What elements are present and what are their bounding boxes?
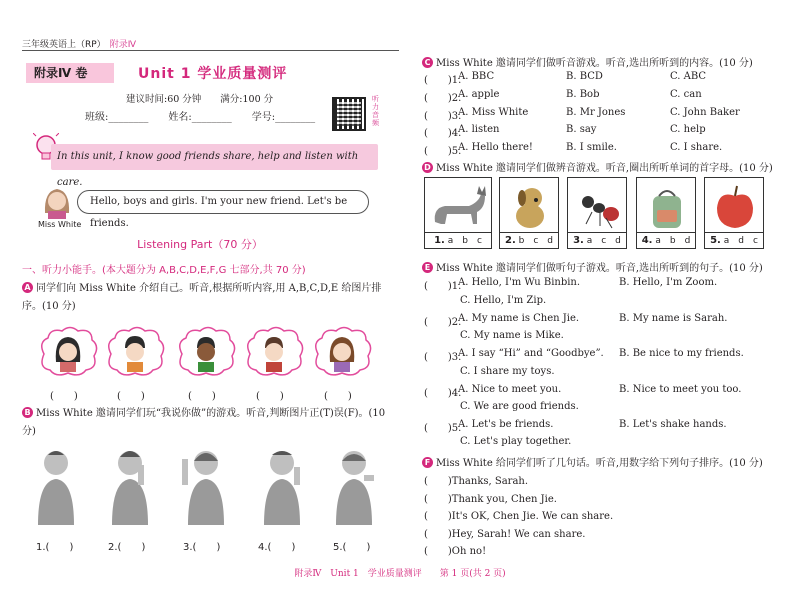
part-a-badge: A <box>22 282 33 293</box>
grade-label <box>22 37 136 50</box>
kid-action-1-icon <box>30 445 82 525</box>
part-a-answer-blank[interactable]: ( ) <box>117 391 145 402</box>
teacher-avatar <box>40 183 74 219</box>
part-c-row-2[interactable]: ( )2. <box>424 93 462 104</box>
part-c-row-3[interactable]: ( )3. <box>424 111 462 122</box>
part-e-row-4-b[interactable]: B. Nice to meet you too. <box>619 384 742 395</box>
qr-label: 听力音频 <box>372 95 379 127</box>
part-f-badge: F <box>422 457 433 468</box>
part-f-text: Miss White 给同学们听了几句话。听音,用数字给下列句子排序。(10 分) <box>436 458 763 469</box>
part-c-row-1-b[interactable]: B. BCD <box>566 71 603 82</box>
part-c-row-2-b[interactable]: B. Bob <box>566 89 600 100</box>
part-e-row-2-a[interactable]: A. My name is Chen Jie. <box>458 313 580 324</box>
part-a-instructions <box>22 280 387 316</box>
kid-action-4-icon <box>256 445 308 525</box>
part-f-row-2[interactable]: ( )Thank you, Chen Jie. <box>424 494 557 505</box>
part-e-row-1-c[interactable]: C. Hello, I'm Zip. <box>460 295 547 306</box>
part-a-text: 同学们向 Miss White 介绍自己。听音,根据所听内容,用 A,B,C,D,E 给图片排序。(10 分) <box>22 283 382 312</box>
student-info-line: 班级:________ 姓名:________ 学号:________ <box>85 112 316 123</box>
part-e-row-5[interactable]: ( )5. <box>424 423 462 434</box>
part-c-row-4-c[interactable]: C. help <box>670 124 706 135</box>
appendix-tag: 附录Ⅳ <box>109 40 136 50</box>
portrait-boy-icon <box>103 324 167 378</box>
part-b-item-3[interactable]: 3.( ) <box>183 542 221 553</box>
kid-action-3-icon <box>180 445 232 525</box>
part-c-row-5[interactable]: ( )5. <box>424 146 462 157</box>
qr-code[interactable] <box>332 97 366 131</box>
part-c-row-2-a[interactable]: A. apple <box>458 89 500 100</box>
part-a-answer-blank[interactable]: ( ) <box>256 391 284 402</box>
portrait-boy-3-icon <box>242 324 306 378</box>
part-b-item-2[interactable]: 2.( ) <box>108 542 146 553</box>
portrait-girl-2-icon <box>310 324 374 378</box>
part-e-row-1-b[interactable]: B. Hello, I'm Zoom. <box>619 277 718 288</box>
part-b-badge: B <box>22 407 33 418</box>
header-divider <box>22 50 399 51</box>
part-e-row-1[interactable]: ( )1. <box>424 281 462 292</box>
grade-text: 三年级英语上（RP） <box>22 40 106 50</box>
part-d-heading <box>422 159 773 174</box>
part-d-card-5[interactable]: 5. a d c <box>704 177 764 249</box>
part-f-row-3[interactable]: ( )It's OK, Chen Jie. We can share. <box>424 511 614 522</box>
part-c-row-5-c[interactable]: C. I share. <box>670 142 723 153</box>
part-d-card-3[interactable]: 3. a c d <box>567 177 627 249</box>
part-b-item-5[interactable]: 5.( ) <box>333 542 371 553</box>
part-b-item-4[interactable]: 4.( ) <box>258 542 296 553</box>
part-c-row-2-c[interactable]: C. can <box>670 89 702 100</box>
page-title: Unit 1 学业质量测评 <box>138 66 288 82</box>
part-e-row-5-b[interactable]: B. Let's shake hands. <box>619 419 727 430</box>
part-c-row-5-a[interactable]: A. Hello there! <box>458 142 533 153</box>
part-e-row-4[interactable]: ( )4. <box>424 388 462 399</box>
part-c-row-5-b[interactable]: B. I smile. <box>566 142 617 153</box>
part-b-item-1[interactable]: 1.( ) <box>36 542 74 553</box>
part-d-badge: D <box>422 162 433 173</box>
part-e-row-2-c[interactable]: C. My name is Mike. <box>460 330 564 341</box>
cat-icon <box>429 182 489 232</box>
part-c-text: Miss White 邀请同学们做听音游戏。听音,选出所听到的内容。(10 分) <box>436 58 753 69</box>
part-a-answer-blank[interactable]: ( ) <box>324 391 352 402</box>
part-e-row-3[interactable]: ( )3. <box>424 352 462 363</box>
page-footer: 附录Ⅳ Unit 1 学业质量测评 第 1 页(共 2 页) <box>294 569 506 579</box>
part-d-card-1[interactable]: 1. a b c <box>424 177 492 249</box>
part-a-answer-blank[interactable]: ( ) <box>50 391 78 402</box>
part-e-row-1-a[interactable]: A. Hello, I'm Wu Binbin. <box>458 277 581 288</box>
part-e-row-5-a[interactable]: A. Let's be friends. <box>458 419 554 430</box>
apple-icon <box>709 182 761 232</box>
unit-goal-banner: In this unit, I know good friends share, help and listen with care. <box>51 144 378 170</box>
part-c-row-4-b[interactable]: B. say <box>566 124 597 135</box>
part-d-card-4[interactable]: 4. a b d <box>636 177 696 249</box>
part-d-card-2[interactable]: 2. b c d <box>499 177 559 249</box>
dog-icon <box>504 182 556 232</box>
ant-icon <box>572 182 624 232</box>
part-e-heading <box>422 259 763 274</box>
part-a-answer-blank[interactable]: ( ) <box>188 391 216 402</box>
part-e-row-2-b[interactable]: B. My name is Sarah. <box>619 313 728 324</box>
kid-action-5-icon <box>328 445 380 525</box>
bag-icon <box>641 182 693 232</box>
teacher-caption: Miss White <box>38 220 82 229</box>
kid-action-2-icon <box>104 445 156 525</box>
part-c-row-4[interactable]: ( )4. <box>424 128 462 139</box>
part-c-row-3-c[interactable]: C. John Baker <box>670 107 740 118</box>
part-e-row-4-a[interactable]: A. Nice to meet you. <box>458 384 562 395</box>
part-d-text: Miss White 邀请同学们做辨音游戏。听音,圈出所听单词的首字母。(10 分) <box>436 163 773 174</box>
part-f-row-4[interactable]: ( )Hey, Sarah! We can share. <box>424 529 586 540</box>
part-e-row-3-a[interactable]: A. I say “Hi” and “Goodbye”. <box>458 348 604 359</box>
time-score-info: 建议时间:60 分钟 满分:100 分 <box>126 94 274 105</box>
appendix-badge: 附录Ⅳ 卷 <box>26 63 114 83</box>
part-e-row-3-b[interactable]: B. Be nice to my friends. <box>619 348 744 359</box>
part-c-row-3-b[interactable]: B. Mr Jones <box>566 107 626 118</box>
part-f-heading <box>422 454 763 469</box>
part-c-row-3-a[interactable]: A. Miss White <box>458 107 529 118</box>
part-b-text: Miss White 邀请同学们玩“我说你做”的游戏。听音,判断图片正(T)误(F)。(10 分) <box>22 408 386 437</box>
part-e-row-3-c[interactable]: C. I share my toys. <box>460 366 555 377</box>
speech-bubble: Hello, boys and girls. I'm your new friend. Let's be friends. <box>77 190 369 214</box>
part-c-row-4-a[interactable]: A. listen <box>458 124 500 135</box>
part-e-text: Miss White 邀请同学们做听句子游戏。听音,选出所听到的句子。(10 分) <box>436 263 763 274</box>
part-c-row-1[interactable]: ( )1. <box>424 75 462 86</box>
portrait-girl-icon <box>36 324 100 378</box>
part-b-instructions <box>22 405 387 441</box>
part-e-row-4-c[interactable]: C. We are good friends. <box>460 401 579 412</box>
section-1-heading: 一、听力小能手。(本大题分为 A,B,C,D,E,F,G 七部分,共 70 分) <box>22 265 306 276</box>
part-f-row-5[interactable]: ( )Oh no! <box>424 546 487 557</box>
listening-part-title: Listening Part（70 分） <box>137 238 263 251</box>
part-c-row-1-c[interactable]: C. ABC <box>670 71 707 82</box>
part-c-row-1-a[interactable]: A. BBC <box>458 71 495 82</box>
part-c-heading <box>422 54 753 69</box>
part-c-badge: C <box>422 57 433 68</box>
part-e-row-2[interactable]: ( )2. <box>424 317 462 328</box>
part-e-row-5-c[interactable]: C. Let's play together. <box>460 436 572 447</box>
portrait-boy-2-icon <box>174 324 238 378</box>
part-e-badge: E <box>422 262 433 273</box>
part-f-row-1[interactable]: ( )Thanks, Sarah. <box>424 476 529 487</box>
